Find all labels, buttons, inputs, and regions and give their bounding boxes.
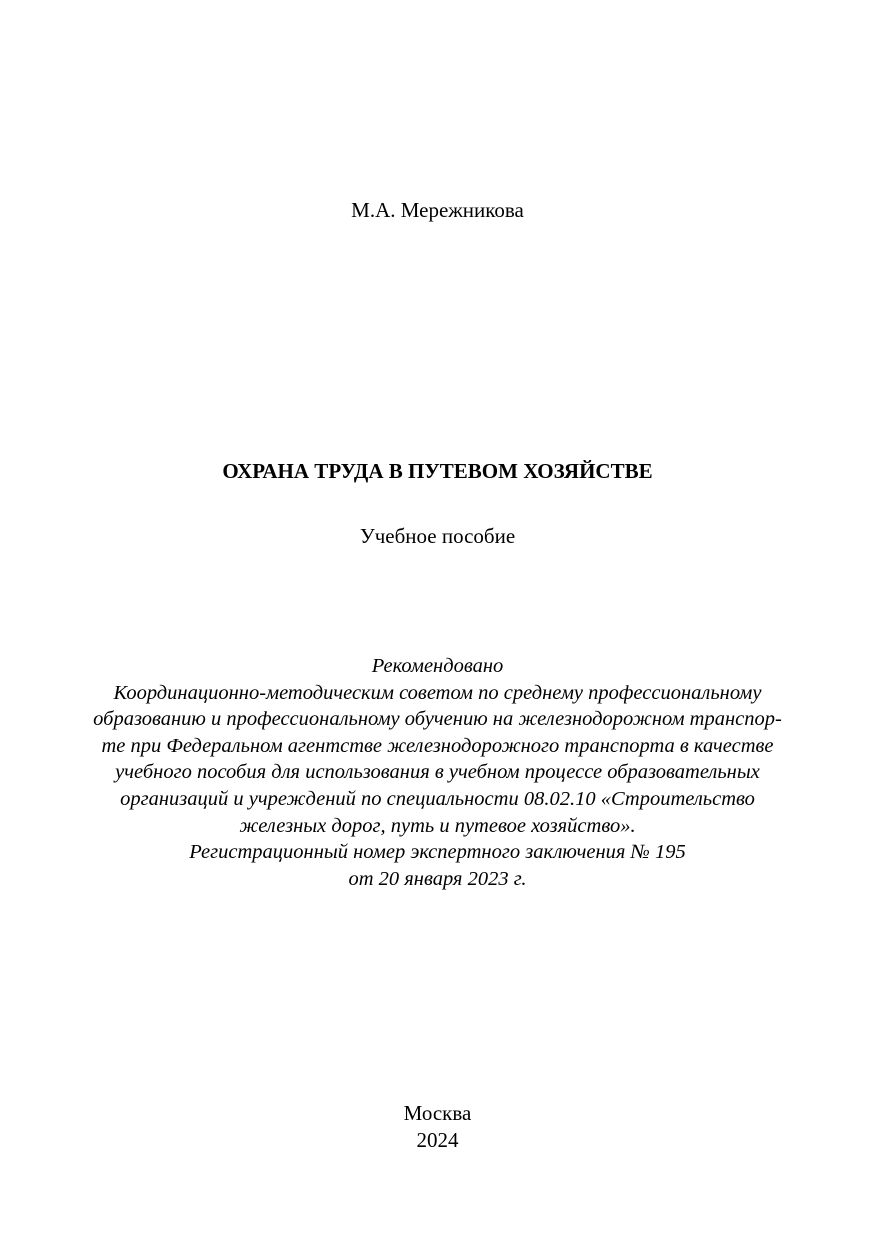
recommendation-line: учебного пособия для использования в учебном процессе образовательных xyxy=(115,761,760,784)
book-subtitle: Учебное пособие xyxy=(359,524,516,548)
recommendation-line: Координационно-методическим советом по среднему профессиональному xyxy=(113,681,762,704)
book-title: ОХРАНА ТРУДА В ПУТЕВОМ ХОЗЯЙСТВЕ xyxy=(222,459,653,483)
recommendation-heading: Рекомендовано xyxy=(371,655,504,677)
registration-date: от 20 января 2023 г. xyxy=(348,867,527,890)
publication-city: Москва xyxy=(403,1101,472,1125)
author-name: М.А. Мережникова xyxy=(351,198,524,222)
publication-year: 2024 xyxy=(416,1128,459,1152)
registration-number: Регистрационный номер экспертного заключения № 195 xyxy=(189,841,686,864)
recommendation-block xyxy=(0,653,875,892)
recommendation-line: те при Федеральном агентстве железнодорожного транспорта в качестве xyxy=(101,734,774,757)
recommendation-line: образованию и профессиональному обучению на железнодорожном транспор- xyxy=(93,708,782,731)
recommendation-line: организаций и учреждений по специальности 08.02.10 «Строительство xyxy=(120,787,755,810)
recommendation-line: железных дорог, путь и путевое хозяйство». xyxy=(239,814,636,837)
